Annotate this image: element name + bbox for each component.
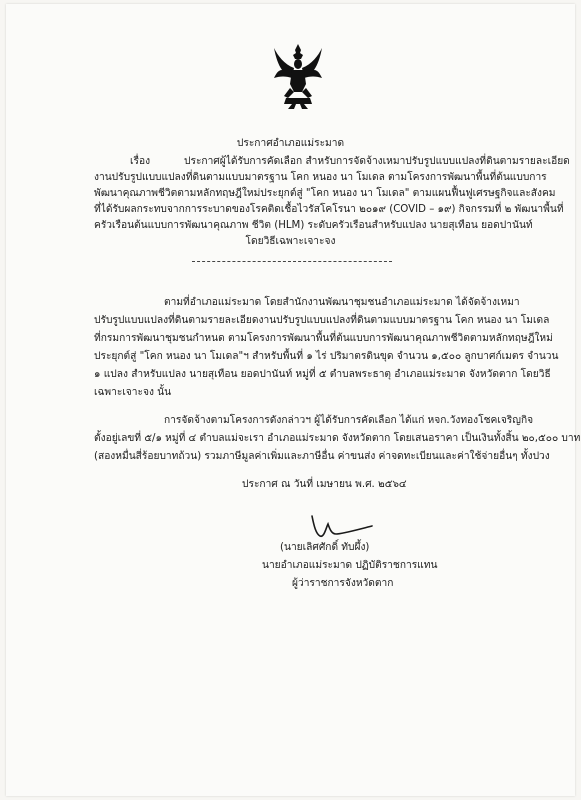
paragraph-line: ประยุกต์สู่ "โคก หนอง นา โมเดล"ฯ สำหรับพื้นที่ ๑ ไร่ ปริมาตรดินขุด จำนวน ๑,๕๐๐ ลูกบาศก์เมตร จำนวน (94, 351, 559, 362)
garuda-emblem-icon (272, 42, 324, 110)
paragraph-line: ปรับรูปแบบแปลงที่ดินตามรายละเอียดงานปรับรูปแบบแปลงที่ดินตามแบบมาตรฐาน โคก หนอง นา โมเดล (94, 315, 550, 326)
subject-line: พัฒนาคุณภาพชีวิตตามหลักทฤษฎีใหม่ประยุกต์สู่ "โคก หนอง นา โมเดล" ตามแผนฟื้นฟูเศรษฐกิจและสังคม (94, 188, 556, 199)
signatory-position: ผู้ว่าราชการจังหวัดตาก (292, 578, 394, 589)
divider-line (192, 261, 392, 262)
subject-line: ที่ได้รับผลกระทบจากการระบาดของโรคติดเชื้อไวรัสโคโรนา ๒๐๑๙ (COVID – ๑๙) กิจกรรมที่ ๒ พัฒนาพื้นที่ (94, 204, 564, 215)
subject-line: โดยวิธีเฉพาะเจาะจง (245, 236, 336, 247)
paragraph-line: (สองหมื่นสี่ร้อยบาทถ้วน) รวมภาษีมูลค่าเพิ่มและภาษีอื่น ค่าขนส่ง ค่าจดทะเบียนและค่าใช้จ่ายอื่นๆ ทั้งปวง (94, 451, 550, 462)
subject-line: งานปรับรูปแบบแปลงที่ดินตามแบบมาตรฐาน โคก หนอง นา โมเดล ตามโครงการพัฒนาพื้นที่ต้นแบบการ (94, 172, 547, 183)
subject-label: เรื่อง (130, 156, 151, 167)
paragraph-line: ตั้งอยู่เลขที่ ๕/๑ หมู่ที่ ๔ ตำบลแม่จะเรา อำเภอแม่ระมาด จังหวัดตาก โดยเสนอราคา เป็นเงินทั้งสิ้น ๒๐,๕๐๐ บาท (94, 433, 581, 444)
paragraph-line: ๑ แปลง สำหรับแปลง นายสุเทือน ยอดปานันท์ หมู่ที่ ๕ ตำบลพระธาตุ อำเภอแม่ระมาด จังหวัดตาก โดยวิธี (94, 369, 551, 380)
document-title: ประกาศอำเภอแม่ระมาด (236, 138, 345, 149)
paragraph-line: ที่กรมการพัฒนาชุมชนกำหนด ตามโครงการพัฒนาพื้นที่ต้นแบบการพัฒนาคุณภาพชีวิตตามหลักทฤษฎีใหม่ (94, 333, 553, 344)
subject-line: ประกาศผู้ได้รับการคัดเลือก สำหรับการจัดจ้างเหมาปรับรูปแบบแปลงที่ดินตามรายละเอียด (184, 156, 570, 167)
subject-line: ครัวเรือนต้นแบบการพัฒนาคุณภาพ ชีวิต (HLM) ระดับครัวเรือนสำหรับแปลง นายสุเทือน ยอดปานันท์ (94, 220, 533, 231)
date-line: ประกาศ ณ วันที่ เมษายน พ.ศ. ๒๕๖๔ (242, 479, 407, 490)
handwritten-signature-icon (306, 512, 376, 540)
paragraph-line: การจัดจ้างตามโครงการดังกล่าวฯ ผู้ได้รับการคัดเลือก ได้แก่ หจก.วังทองโชคเจริญกิจ (164, 415, 534, 426)
signatory-position: นายอำเภอแม่ระมาด ปฏิบัติราชการแทน (262, 560, 438, 571)
paragraph-line: ตามที่อำเภอแม่ระมาด โดยสำนักงานพัฒนาชุมชนอำเภอแม่ระมาด ได้จัดจ้างเหมา (164, 297, 520, 308)
document-page (6, 4, 581, 796)
paragraph-line: เฉพาะเจาะจง นั้น (94, 387, 172, 398)
signatory-name: (นายเลิศศักดิ์ ทับผึ้ง) (280, 542, 370, 553)
